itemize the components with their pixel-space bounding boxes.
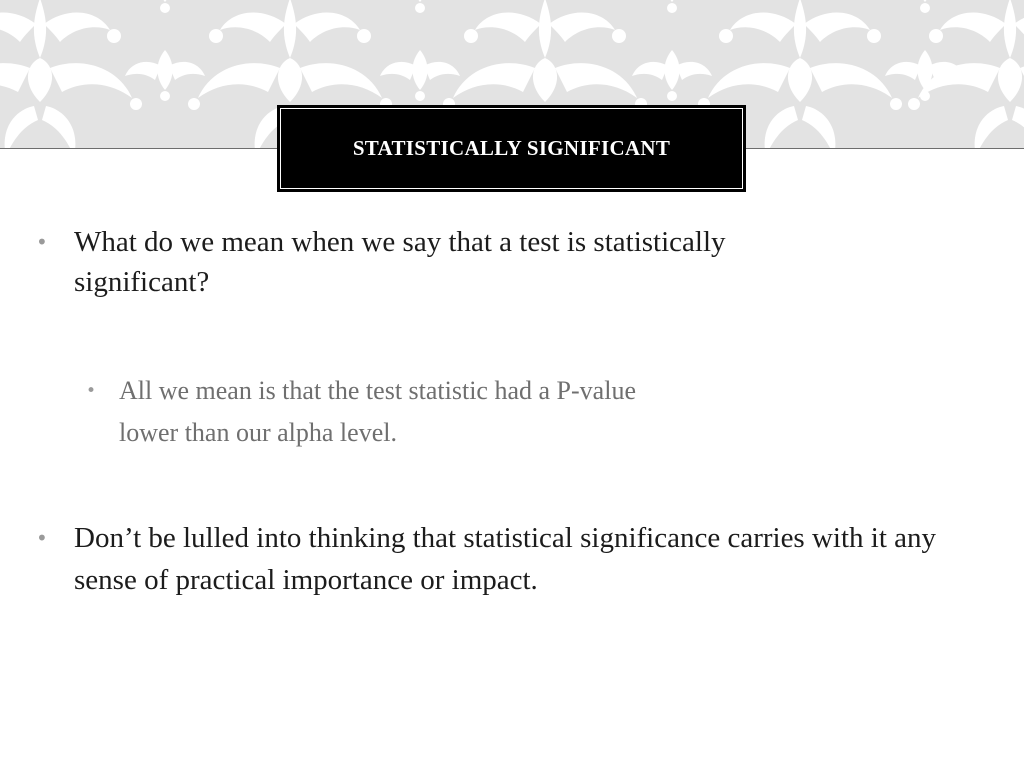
bullet-marker: • (86, 381, 97, 401)
bullet-item-1 (36, 222, 936, 302)
bullet-text: All we mean is that the test statistic had a P-value lower than our alpha level. (119, 376, 636, 447)
bullet-item-2 (36, 517, 996, 601)
slide-title: STATISTICALLY SIGNIFICANT (352, 136, 671, 160)
bullet-marker: • (36, 230, 48, 254)
bullet-text: Don’t be lulled into thinking that statistical significance carries with it any sense of practical importance or impact. (74, 522, 937, 596)
sub-bullet-item-1 (86, 370, 786, 454)
bullet-text: What do we mean when we say that a test is statistically significant? (74, 226, 726, 298)
bullet-marker: • (36, 526, 48, 550)
